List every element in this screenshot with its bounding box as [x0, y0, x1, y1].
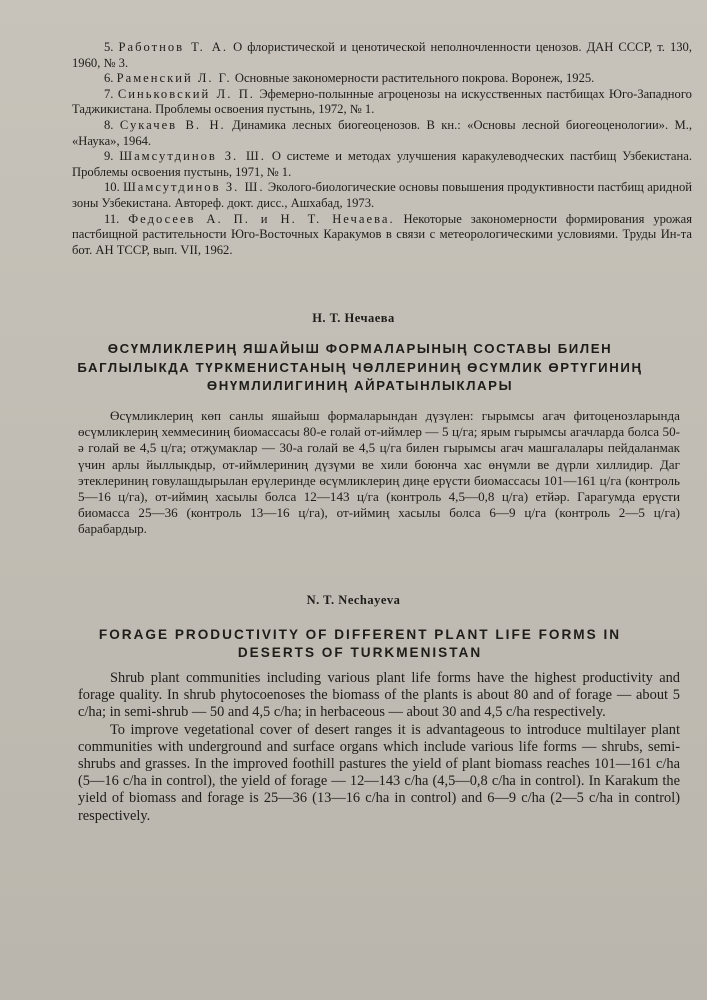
- ref-number: 6.: [104, 71, 114, 86]
- ref-number: 8.: [104, 117, 114, 132]
- ref-number: 7.: [104, 86, 114, 101]
- ref-author: Синьковский Л. П.: [117, 86, 255, 101]
- turkmen-abstract: [78, 408, 680, 538]
- reference-item: [72, 149, 692, 180]
- english-title: FORAGE PRODUCTIVITY OF DIFFERENT PLANT LIFE FORMS IN DESERTS OF TURKMENISTAN: [98, 627, 622, 660]
- turkmen-abstract-text: Өсүмликлериң көп санлы яшайыш формаларындан дүзүлен: гырымсы агач фитоценозларында өсүмликлериң хеммесиниң биомассасы 80-е голай от-иймлер — 5 ц/га; ярым гырымсы агачларда болса 50-ә голай ве 4,5 ц/га; отҗумаклар — 30-а голай ве 4,5 ц/га билен гырымсы агач машгалалары пейдаланмак үчин арлы йыллыкдыр, от-иймлериниң дүзүми ве хили боюнча хас өнүмли ве дүрли хиллидир. Даг этеклериниң говулашдырылан ерүлеринде өсүмликлериң диңе ерүсти биомассасы 101—161 ц/га (контроль 5—16 ц/га), от-иймиң хасылы болса 12—143 ц/га (контроль 4,5—0,8 ц/га) етйәр. Гарагумда ерүсти биомасса 25—36 (контроль 13—16 ц/га), от-иймиң хасылы болса 6—9 ц/га (контроль 2—5 ц/га) барабардыр.: [78, 408, 680, 537]
- ref-number: 9.: [104, 149, 114, 164]
- ref-author: Раменский Л. Г.: [116, 71, 232, 86]
- ref-text: Основные закономерности растительного покрова. Воронеж, 1925.: [234, 71, 595, 86]
- ref-text: Эфемерно-полынные агроценозы на искусственных пастбищах Юго-Западного Таджикистана. Проблемы освоения пустынь, 1972, № 1.: [72, 86, 692, 117]
- ref-author: Работнов Т. А.: [118, 40, 229, 54]
- english-paragraph: Shrub plant communities including various plant life forms have the highest productivity and forage quality. In shrub phytocoenoses the biomass of the plants is about 80 and of forage — about 5 c/ha; in semi-shrub — 50 and 4,5 c/ha; in herbaceous — about 30 and 4,5 c/ha respectively.: [78, 670, 680, 721]
- turkmen-title: ӨСҮМЛИКЛЕРИҢ ЯШАЙЫШ ФОРМАЛАРЫНЫҢ СОСТАВЫ БИЛЕН БАГЛЫЛЫКДА ТҮРКМЕНИСТАНЫҢ ЧӨЛЛЕРИНИҢ ӨСҮМЛИК ӨРТҮГИНИҢ ӨНҮМЛИЛИГИНИҢ АЙРАТЫНЛЫКЛАРЫ: [77, 341, 643, 393]
- ref-number: 11.: [104, 211, 120, 226]
- turkmen-author: Н. Т. Нечаева: [312, 311, 395, 325]
- reference-list: [72, 40, 692, 258]
- ref-text: О флористической и ценотической неполночленности ценозов. ДАН СССР, т. 130, 1960, № 3.: [72, 40, 692, 70]
- reference-item: [72, 118, 692, 149]
- ref-text: Некоторые закономерности формирования урожая пастбищной растительности Юго-Восточных Каракумов в связи с метеорологическими условиями. Труды Ин-та бот. АН ТССР, вып. VII, 1962.: [72, 211, 692, 257]
- reference-item: [72, 71, 692, 87]
- english-paragraph: To improve vegetational cover of desert ranges it is advantageous to introduce multilayer plant communities with underground and surface organs which include various life forms — shrubs, semi-shrubs and grasses. In the improved foothill pastures the yield of plant biomass reaches 101—161 c/ha (5—16 c/ha in control), the yield of forage — 12—143 c/ha (4,5—0,8 c/ha in control). In Karakum the yield of biomass and forage is 25—36 (13—16 c/ha in control) and 6—9 c/ha (2—5 c/ha in control) respectively.: [78, 721, 680, 824]
- reference-item: [72, 180, 692, 211]
- reference-item: [72, 87, 692, 118]
- ref-text: Динамика лесных биогеоценозов. В кн.: «Основы лесной биогеоценологии». М., «Наука», 1964.: [72, 117, 693, 148]
- reference-item: [72, 40, 692, 71]
- ref-author: Сукачев В. Н.: [119, 117, 226, 132]
- ref-author: Федосеев А. П. и Н. Т. Нечаева.: [128, 211, 395, 226]
- ref-number: 10.: [104, 180, 120, 195]
- ref-text: Эколого-биологические основы повышения продуктивности пастбищ аридной зоны Узбекистана. Автореф. докт. дисс., Ашхабад, 1973.: [72, 180, 693, 210]
- ref-text: О системе и методах улучшения каракулеводческих пастбищ Узбекистана. Проблемы освоения пустынь, 1971, № 1.: [72, 149, 693, 179]
- ref-author: Шамсутдинов З. Ш.: [119, 149, 266, 164]
- english-abstract: [78, 670, 680, 825]
- ref-author: Шамсутдинов З. Ш.: [123, 180, 265, 195]
- ref-number: 5.: [104, 40, 114, 54]
- english-author: N. T. Nechayeva: [306, 593, 401, 607]
- reference-item: [72, 212, 692, 259]
